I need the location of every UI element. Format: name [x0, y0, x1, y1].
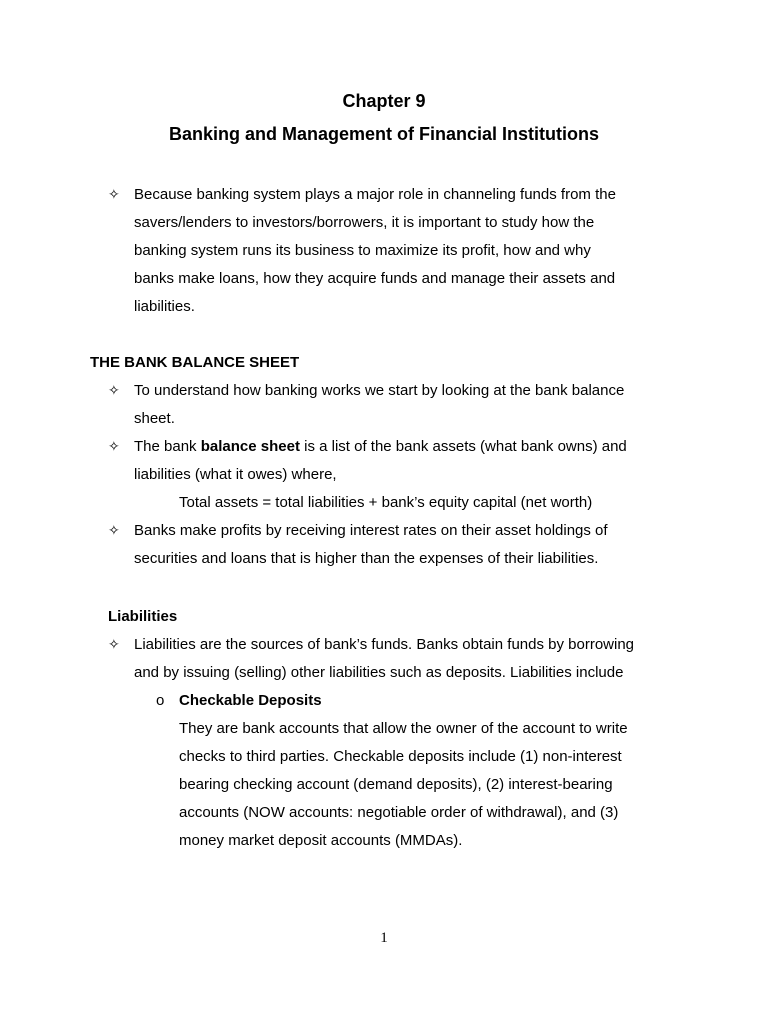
text-line: Because banking system plays a major role in channeling funds from the [134, 186, 616, 203]
checkable-deposits-heading: Checkable Deposits [179, 692, 322, 709]
text-line: bearing checking account (demand deposits), (2) interest-bearing [179, 776, 613, 793]
diamond-bullet-icon: ✧ [108, 383, 120, 399]
balance-sheet-formula: Total assets = total liabilities + bank’s equity capital (net worth) [179, 494, 593, 511]
section-heading-liabilities: Liabilities [108, 608, 178, 625]
text-line: They are bank accounts that allow the owner of the account to write [179, 720, 628, 737]
text-line: liabilities. [134, 298, 195, 315]
text-line: checks to third parties. Checkable deposits include (1) non-interest [179, 748, 622, 765]
chapter-title: Chapter 9 [342, 91, 426, 111]
text-line: banks make loans, how they acquire funds and manage their assets and [134, 270, 616, 287]
diamond-bullet-icon: ✧ [108, 187, 120, 203]
text-line: money market deposit accounts (MMDAs). [179, 832, 463, 849]
text-line: Banks make profits by receiving interest rates on their asset holdings of [134, 522, 608, 539]
text-line: banking system runs its business to maximize its profit, how and why [134, 242, 591, 259]
text-line: liabilities (what it owes) where, [134, 466, 337, 483]
section-heading-balance-sheet: THE BANK BALANCE SHEET [90, 354, 300, 371]
text-line: To understand how banking works we start by looking at the bank balance [134, 382, 625, 399]
text-line: accounts (NOW accounts: negotiable order of withdrawal), and (3) [179, 804, 619, 821]
text-line: sheet. [134, 410, 175, 427]
text-line: The bank balance sheet is a list of the bank assets (what bank owns) and [134, 438, 627, 455]
text-line: Liabilities are the sources of bank’s funds. Banks obtain funds by borrowing [134, 636, 635, 653]
intro-paragraph [134, 181, 694, 321]
text-line: securities and loans that is higher than the expenses of their liabilities. [134, 550, 599, 567]
checkable-deposits-body [179, 715, 659, 855]
balance-sheet-term: balance sheet [200, 438, 300, 455]
diamond-bullet-icon: ✧ [108, 439, 120, 455]
page-number: 1 [380, 930, 388, 946]
circle-bullet-icon: o [156, 692, 165, 709]
text-line: and by issuing (selling) other liabilities such as deposits. Liabilities include [134, 664, 624, 681]
chapter-subtitle: Banking and Management of Financial Institutions [168, 124, 600, 144]
text-line: savers/lenders to investors/borrowers, it is important to study how the [134, 214, 595, 231]
diamond-bullet-icon: ✧ [108, 637, 120, 653]
diamond-bullet-icon: ✧ [108, 523, 120, 539]
